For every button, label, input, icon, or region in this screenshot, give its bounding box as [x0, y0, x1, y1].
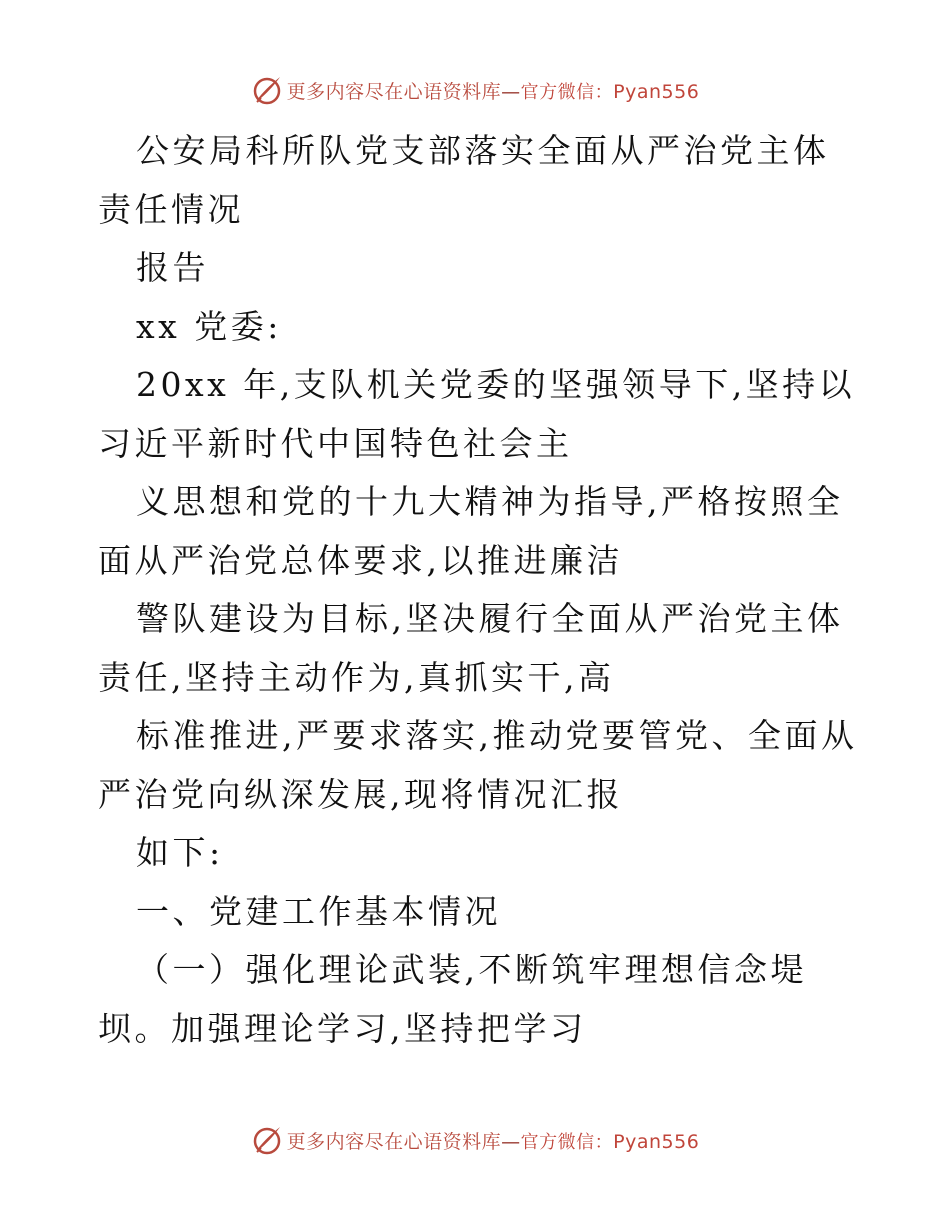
quill-pen-logo-icon: [251, 74, 283, 106]
quill-pen-logo-icon: [251, 1124, 283, 1156]
section-heading: 一、党建工作基本情况: [136, 891, 501, 931]
doc-title-line-2: 报告: [136, 248, 209, 287]
header-site-text: 更多内容尽在心语资料库: [286, 80, 502, 103]
footer-wechat-id: Pyan556: [613, 1130, 700, 1153]
header-wechat-id: Pyan556: [613, 80, 700, 103]
salutation: xx 党委:: [136, 306, 282, 346]
footer-banner-text: [287, 1127, 700, 1154]
header-wechat-label: 官方微信：: [520, 81, 614, 103]
body-paragraph: 警队建设为目标,坚决履行全面从严治党主体责任,坚持主动作为,真抓实干,高: [98, 599, 844, 697]
footer-banner: [0, 1122, 950, 1158]
body-paragraph: 标准推进,严要求落实,推动党要管党、全面从严治党向纵深发展,现将情况汇报: [98, 716, 858, 814]
footer-wechat-label: 官方微信：: [520, 1131, 614, 1153]
body-paragraph: 义思想和党的十九大精神为指导,严格按照全面从严治党总体要求,以推进廉洁: [98, 482, 844, 580]
header-banner-text: [287, 77, 700, 104]
footer-dash: —: [501, 1130, 521, 1153]
body-paragraph: 20xx 年,支队机关党委的坚强领导下,坚持以习近平新时代中国特色社会主: [98, 365, 856, 463]
header-dash: —: [501, 80, 521, 103]
subsection-paragraph: （一）强化理论武装,不断筑牢理想信念堤坝。加强理论学习,坚持把学习: [98, 950, 807, 1048]
doc-title-line: 公安局科所队党支部落实全面从严治党主体责任情况: [98, 131, 830, 229]
document-body: [98, 122, 858, 1058]
header-banner: [0, 72, 950, 108]
body-paragraph: 如下:: [136, 833, 224, 872]
footer-site-text: 更多内容尽在心语资料库: [286, 1130, 502, 1153]
